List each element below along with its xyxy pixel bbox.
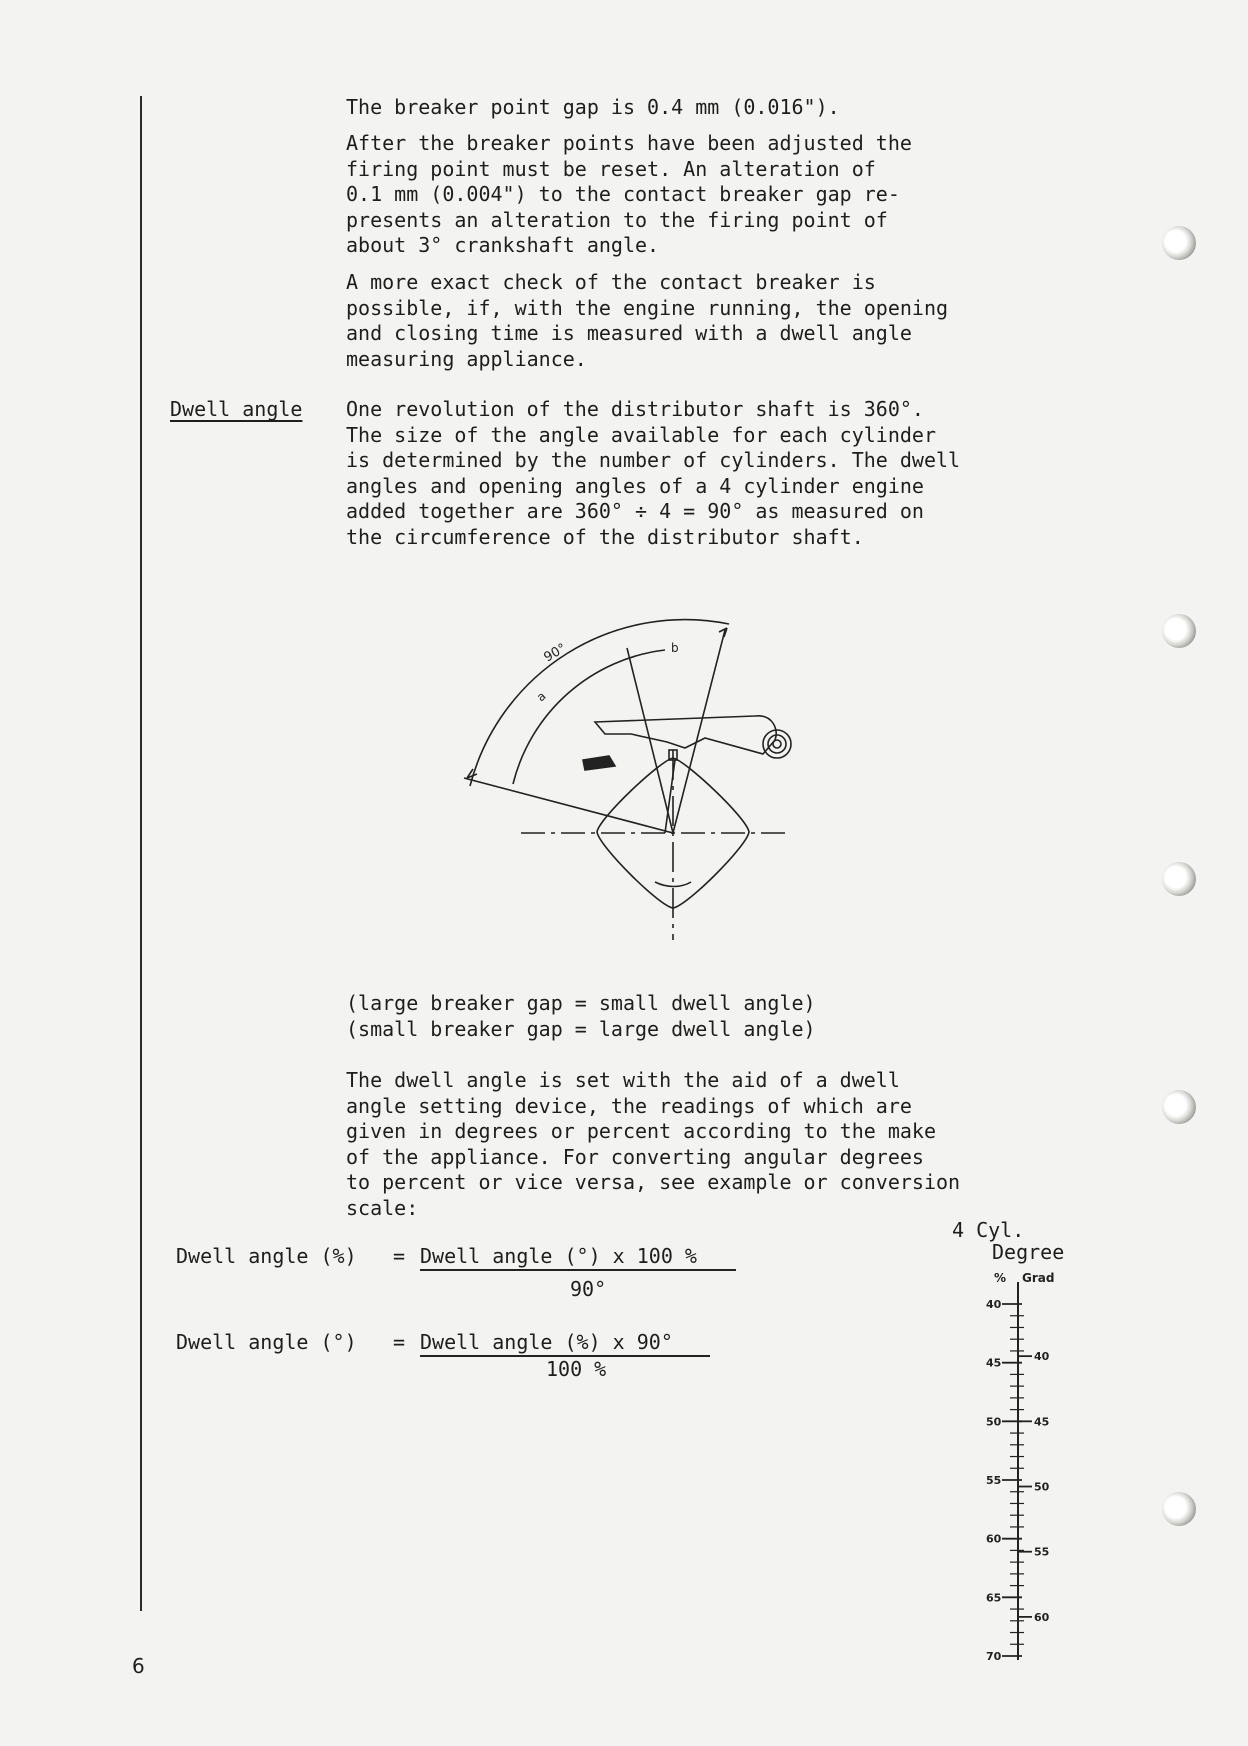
gap-dwell-relation: (large breaker gap = small dwell angle) (small breaker gap = large dwell angle) [346,991,816,1041]
formula1-equals: = [393,1244,406,1268]
scale-label-degree: 45 [1034,1415,1050,1429]
binder-hole [1162,1492,1196,1526]
formula1-fraction-bar [420,1269,736,1271]
formula1-numerator: Dwell angle (°) x 100 % [420,1244,697,1268]
scale-title-cyl: 4 Cyl. [952,1218,1025,1242]
scale-right-header: Grad [1022,1271,1055,1285]
conversion-scale [960,1270,1080,1670]
revolution-paragraph: One revolution of the distributor shaft is 360°. The size of the angle available for each cylinder is determined by the number of cylinders. The dwell angles and opening angles of a 4 cylinder engine added together are 360° ÷ 4 = 90° as measured on the circumference of the distributor shaft. [346,397,961,549]
margin-rule [140,96,142,1611]
binder-hole [1162,1090,1196,1124]
binder-hole [1162,862,1196,896]
side-heading-dwell-angle: Dwell angle [170,397,303,421]
scale-left-header: % [994,1271,1007,1285]
scale-label-percent: 45 [986,1356,1002,1370]
formula1-denominator: 90° [570,1277,607,1301]
setting-device-paragraph: The dwell angle is set with the aid of a dwell angle setting device, the readings of which are given in degrees or percent according to the make of the appliance. For converting angular degrees to percent or vice versa, see example or conversion scale: [346,1068,961,1220]
formula2-denominator: 100 % [546,1357,607,1381]
formula2-numerator: Dwell angle (%) x 90° [420,1330,673,1354]
page-number: 6 [132,1654,145,1678]
formula2-lhs: Dwell angle (°) [176,1330,357,1354]
firing-point-paragraph: After the breaker points have been adjusted the firing point must be reset. An alteration of 0.1 mm (0.004") to the contact breaker gap re- presents an alteration to the firing point of about 3° crankshaft angle. [346,131,912,257]
scale-label-degree: 55 [1034,1545,1050,1559]
scale-label-degree: 60 [1034,1610,1050,1624]
scale-label-percent: 70 [986,1650,1002,1663]
scale-label-percent: 50 [986,1415,1002,1429]
binder-hole [1162,614,1196,648]
diagram-label-a: a [533,688,549,705]
scale-label-percent: 55 [986,1474,1002,1487]
diagram-label-b: b [671,641,679,655]
scale-title-degree: Degree [992,1240,1065,1264]
scale-label-percent: 65 [986,1591,1002,1605]
scale-label-degree: 40 [1034,1350,1050,1364]
scale-label-percent: 40 [986,1298,1002,1311]
breaker-gap-text: The breaker point gap is 0.4 mm (0.016"). [346,95,840,119]
exact-check-paragraph: A more exact check of the contact breaker is possible, if, with the engine running, the opening and closing time is measured with a dwell angle measuring appliance. [346,270,949,371]
formula2-equals: = [393,1330,406,1354]
scale-label-degree: 50 [1034,1480,1050,1494]
diagram-label-90: 90° [541,640,569,666]
formula1-lhs: Dwell angle (%) [176,1244,357,1268]
scale-label-percent: 60 [986,1532,1002,1546]
binder-hole [1162,226,1196,260]
breaker-diagram [455,610,795,950]
